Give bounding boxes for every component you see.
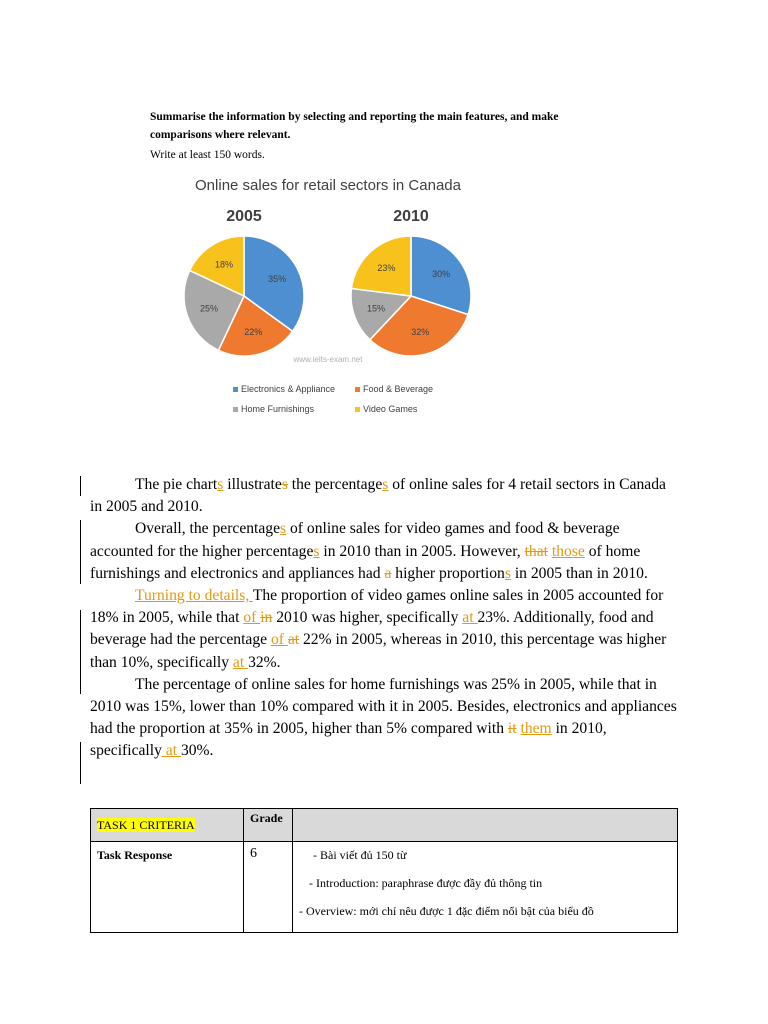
change-bar [80, 610, 81, 694]
legend-swatch [233, 387, 238, 392]
inserted-text: s [280, 520, 287, 538]
essay-text: in 2010 than in 2005. However, [319, 542, 525, 560]
criterion-comments [293, 842, 678, 933]
legend-swatch [355, 387, 360, 392]
inserted-text: of [243, 609, 261, 627]
essay-text: of home furnishings and electronics and appliances [90, 542, 641, 582]
deleted-text: in [260, 609, 273, 627]
header-criteria: TASK 1 CRITERIA [97, 817, 195, 832]
inserted-text: at [462, 609, 478, 627]
inserted-text: at [232, 653, 249, 671]
prompt-line-2: comparisons where relevant. [150, 129, 291, 141]
task-prompt [150, 106, 620, 166]
criterion-name: Task Response [91, 842, 244, 933]
pie-chart [180, 170, 480, 430]
pie-year-label: 2010 [393, 208, 429, 225]
header-grade: Grade [244, 809, 293, 842]
deleted-text: at [287, 631, 300, 649]
essay-paragraph-3 [90, 585, 680, 674]
inserted-text: of [270, 631, 288, 649]
deleted-text: s [281, 476, 288, 493]
comment-line: - Introduction: paraphrase được đầy đủ thông tin [309, 876, 543, 890]
essay-text: 30%. [180, 742, 214, 760]
essay-text: of online sales for 4 retail sectors in Canada in 2005 and 2010. [90, 476, 666, 516]
essay-text: illustrate [223, 476, 282, 493]
pie-data-label: 32% [411, 327, 430, 338]
change-bar [80, 476, 81, 496]
essay-text: The proportion of video games online sales in 2005 accounted for 18% in 2005, while that [90, 587, 664, 627]
prompt-line-3: Write at least 150 words. [150, 149, 265, 161]
essay-text: The pie chart [135, 476, 218, 493]
pie-year-label: 2005 [226, 208, 262, 225]
inserted-text: s [504, 564, 511, 582]
legend-label: Video Games [363, 404, 418, 414]
inserted-text: at [161, 742, 181, 760]
inserted-text: s [217, 476, 224, 493]
change-bar [80, 742, 81, 784]
criterion-grade: 6 [244, 842, 293, 933]
deleted-text: it [507, 720, 517, 738]
essay-text: had [358, 564, 385, 582]
essay-text: Overall, the percentage [135, 520, 281, 538]
essay-paragraph-2 [90, 518, 680, 585]
legend-swatch [355, 407, 360, 412]
essay-text: the percentage [287, 476, 383, 493]
pie-data-label: 18% [215, 259, 234, 270]
pie-data-label: 15% [366, 303, 386, 314]
table-header-row [91, 809, 678, 842]
essay-text: higher proportion [391, 564, 505, 582]
inserted-text: them [520, 720, 552, 738]
comment-line: - Overview: mới chỉ nêu được 1 đặc điểm nổi bật của biểu đồ [299, 904, 594, 918]
essay-text: The percentage of online sales for home furnishings was 25% in 2005, while that in 2010 was 15%, lower than 10% compared with it in 2005. Besides, electronics and appliances had the proportion at 35% in 2005, higher than 5% compared with [90, 675, 677, 738]
inserted-text: Turning to details, [135, 587, 253, 605]
pie-data-label: 22% [244, 327, 263, 338]
essay-text: in 2010, specifically [90, 720, 607, 760]
essay-text: 23%. Additionally, food and beverage had the percentage [90, 609, 654, 649]
chart-title: Online sales for retail sectors in Canada [195, 177, 461, 194]
criteria-table [90, 808, 678, 933]
essay-text: 2010 was higher, specifically [272, 609, 463, 627]
change-bar [80, 520, 81, 584]
essay-paragraph-1 [90, 474, 680, 518]
essay-text: of online sales for video games and food & beverage accounted for the higher percentage [90, 520, 620, 560]
essay-text: in 2005 than in 2010. [510, 564, 648, 582]
deleted-text: a [384, 564, 392, 582]
legend-swatch [233, 407, 238, 412]
legend-label: Home Furnishings [241, 404, 315, 414]
essay-paragraph-4 [90, 674, 680, 763]
legend-label: Food & Beverage [363, 384, 434, 394]
essay-text: 22% in 2005, whereas in 2010, this percentage was higher than 10%, specifically [90, 631, 667, 671]
watermark-text: www.ielts-exam.net [293, 355, 363, 364]
pie-data-label: 23% [377, 263, 396, 274]
essay-text: 32%. [248, 653, 281, 671]
header-comments-cell [293, 809, 678, 842]
prompt-line-1: Summarise the information by selecting and reporting the main features, and make [150, 111, 559, 123]
deleted-text: that [524, 542, 548, 560]
inserted-text: s [382, 476, 389, 493]
inserted-text: s [313, 542, 320, 560]
header-criteria-cell [91, 809, 244, 842]
legend-label: Electronics & Appliance [241, 384, 336, 394]
inserted-text: those [551, 542, 585, 560]
table-row [91, 842, 678, 933]
pie-data-label: 30% [432, 269, 451, 280]
comment-line: - Bài viết đủ 150 từ [313, 848, 407, 862]
pie-data-label: 35% [268, 274, 287, 285]
pie-data-label: 25% [199, 303, 219, 314]
essay-body [90, 474, 680, 763]
